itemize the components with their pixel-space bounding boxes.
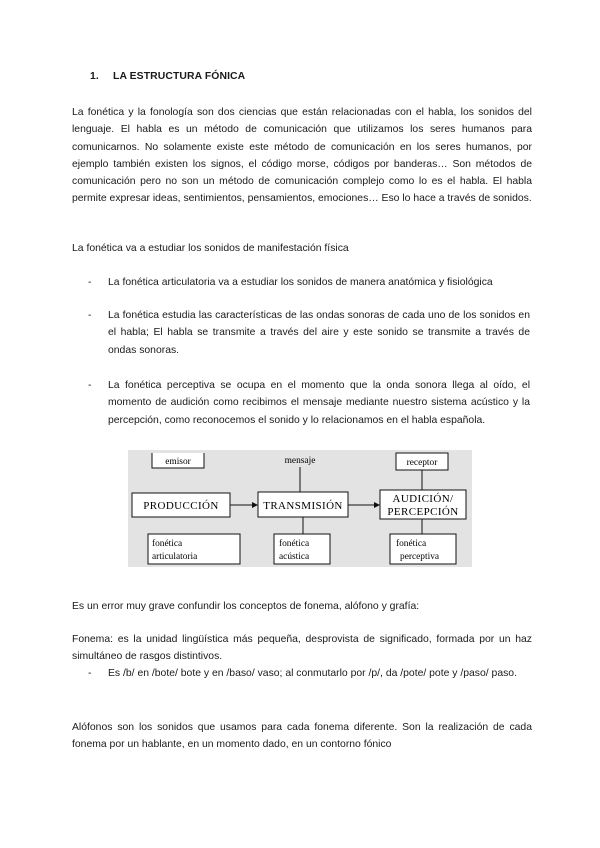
perceptiva-label-line1: fonética xyxy=(396,539,427,549)
transmision-label: TRANSMISIÓN xyxy=(263,500,343,512)
produccion-label: PRODUCCIÓN xyxy=(143,500,219,512)
fonema-definition: Fonema: es la unidad lingüística más pequeña, desprovista de significado, formada por un haz simultáneo de rasgos distintivos. xyxy=(72,634,532,663)
section-number: 1. xyxy=(90,71,99,82)
list-dash: - xyxy=(88,310,92,321)
list-dash: - xyxy=(88,668,92,679)
concepts-intro: Es un error muy grave confundir los conceptos de fonema, alófono y grafía: xyxy=(72,601,420,612)
list-item-text: La fonética articulatoria va a estudiar los sonidos de manera anatómica y fisiológica xyxy=(108,277,493,288)
list-item xyxy=(88,307,530,359)
mensaje-label: mensaje xyxy=(284,456,316,466)
emisor-label: emisor xyxy=(165,457,191,467)
communication-diagram xyxy=(128,450,472,567)
section-title: LA ESTRUCTURA FÓNICA xyxy=(113,71,246,82)
diagram-svg xyxy=(128,450,472,567)
list-item-text: La fonética perceptiva se ocupa en el momento que la onda sonora llega al oído, el momento de audición como recibimos el mensaje mediante nuestro sistema acústico y la percepción, como reconocemos el sonido y lo relacionamos en el habla española. xyxy=(108,380,530,426)
perceptiva-label-line2: perceptiva xyxy=(400,552,440,562)
phonetics-intro: La fonética va a estudiar los sonidos de manifestación física xyxy=(72,243,349,254)
audicion-label-line1: AUDICIÓN/ xyxy=(392,493,454,505)
list-item-text: La fonética estudia las características de las ondas sonoras de cada uno de los sonidos en el habla; El habla se transmite a través del aire y este sonido se transmite a través de ondas sonoras. xyxy=(108,310,530,356)
list-item xyxy=(88,665,530,682)
audicion-label-line2: PERCEPCIÓN xyxy=(387,506,459,518)
articulatoria-label-line2: articulatoria xyxy=(152,552,198,562)
list-dash: - xyxy=(88,380,92,391)
list-item-text: Es /b/ en /bote/ bote y en /baso/ vaso; al conmutarlo por /p/, da /pote/ pote y /paso/ paso. xyxy=(108,668,517,679)
articulatoria-label-line1: fonética xyxy=(152,539,183,549)
arrow-head xyxy=(374,502,380,508)
intro-paragraph: La fonética y la fonología son dos ciencias que están relacionadas con el habla, los sonidos del lenguaje. El habla es un método de comunicación que utilizamos los seres humanos para comunicarnos. No solamente existe este método de comunicación en los seres humanos, por ejemplo también existen los signos, el código morse, códigos por banderas… Son métodos de comunicación pero no son un método de comunicación complejo como lo es el habla. El habla permite expresar ideas, sentimientos, pensamientos, emociones… Eso lo hace a través de sonidos. xyxy=(72,107,532,205)
arrow-head xyxy=(252,502,258,508)
section-heading xyxy=(90,71,245,82)
alofonos-definition: Alófonos son los sonidos que usamos para cada fonema diferente. Son la realización de cada fonema por un hablante, en un momento dado, en un contorno fónico xyxy=(72,722,532,751)
acustica-label-line1: fonética xyxy=(279,539,310,549)
acustica-label-line2: acústica xyxy=(279,552,310,562)
list-item xyxy=(88,274,530,291)
list-item xyxy=(88,377,530,429)
list-dash: - xyxy=(88,277,92,288)
receptor-label: receptor xyxy=(406,458,438,468)
